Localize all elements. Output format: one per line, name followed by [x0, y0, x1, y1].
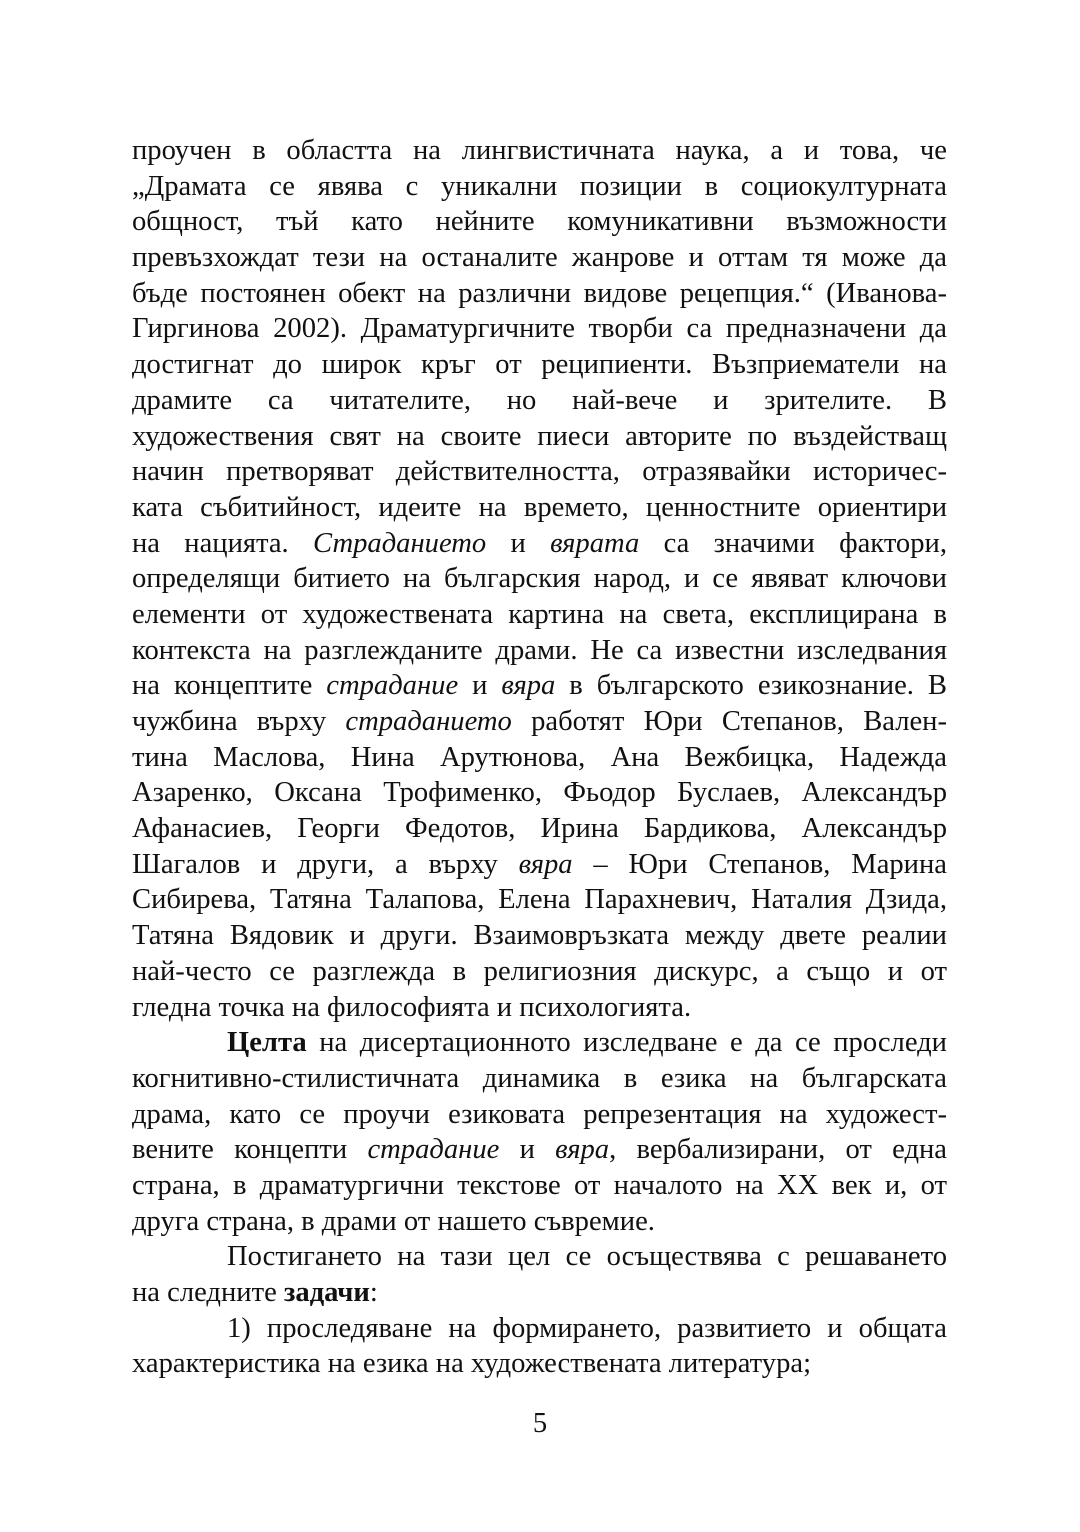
text-line-30: страна, в драматургични текстове от началото на ХХ век и, от	[132, 1169, 947, 1201]
bold-term: задачи	[283, 1277, 370, 1308]
text-line-10: начин претворяват действителността, отразявайки историчес-	[132, 456, 947, 488]
text-line-14: елементи от художествената картина на света, експлицирана в	[132, 598, 947, 630]
term-italic: страдание	[367, 1134, 500, 1166]
term-italic: вярата	[550, 527, 640, 559]
text-line-26: Целта на дисертационното изследване е да се проследи	[227, 1027, 947, 1059]
text-line-8: драмите са читателите, но най-вече и зрителите. В	[132, 384, 947, 416]
text-line-22: Сибирева, Татяна Талапова, Елена Парахневич, Наталия Дзида,	[132, 884, 947, 916]
text-line-21: Шагалов и други, а върху вяра – Юри Степанов, Марина	[132, 848, 947, 880]
text-line-20: Афанасиев, Георги Федотов, Ирина Бардикова, Александър	[132, 813, 947, 845]
body-text	[132, 133, 947, 1382]
text-line-3: общност, тъй като нейните комуникативни възможности	[132, 206, 947, 238]
text-line-29: вените концепти страдание и вяра, вербализирани, от една	[132, 1134, 948, 1166]
text-line-28: драма, като се проучи езиковата репрезентация на художест-	[132, 1098, 947, 1130]
term-italic: вяра	[501, 670, 556, 702]
text-line-25: гледна точка на философията и психологията.	[132, 991, 692, 1023]
text-line-4: превъзхождат тези на останалите жанрове и оттам тя може да	[132, 242, 947, 274]
text-line-15: контекста на разглежданите драми. Не са известни изследвания	[132, 634, 947, 666]
text-line-13: определящи битието на българския народ, и се явяват ключови	[132, 563, 947, 595]
text-line-35: характеристика на езика на художествената литература;	[132, 1348, 812, 1380]
text-line-5: бъде постоянен обект на различни видове рецепция.“ (Иванова-	[132, 277, 947, 309]
text-line-27: когнитивно-стилистичната динамика в езика на българската	[132, 1062, 947, 1094]
text-line-31: друга страна, в драми от нашето съвремие.	[132, 1205, 655, 1237]
text-line-24: най-често се разглежда в религиозния дискурс, а също и от	[132, 955, 947, 987]
term-italic: Страданието	[312, 527, 487, 559]
text-line-7: достигнат до широк кръг от реципиенти. Възприематели на	[132, 349, 947, 381]
text-line-11: ката събитийност, идеите на времето, ценностните ориентири	[132, 491, 947, 523]
term-italic: страдание	[326, 670, 459, 702]
text-line-34: 1) проследяване на формирането, развитието и общата	[227, 1312, 947, 1344]
term-italic: вяра	[555, 1134, 610, 1166]
text-line-18: тина Маслова, Нина Арутюнова, Ана Вежбицка, Надежда	[132, 741, 947, 773]
bold-term: Целта	[227, 1027, 307, 1059]
text-line-2: „Драмата се явява с уникални позиции в социокултурната	[132, 170, 947, 202]
text-line-16: на концептите страдание и вяра в българското езикознание. В	[132, 670, 947, 702]
text-line-19: Азаренко, Оксана Трофименко, Фьодор Буслаев, Александър	[132, 777, 947, 809]
term-italic: вяра	[518, 848, 573, 880]
text-line-1: проучен в областта на лингвистичната наука, а и това, че	[132, 135, 947, 166]
text-line-32: Постигането на тази цел се осъществява с решаването	[227, 1241, 947, 1273]
text-line-6: Гиргинова 2002). Драматургичните творби са предназначени да	[132, 313, 947, 345]
text-line-33: на следните задачи:	[132, 1277, 378, 1308]
text-line-9: художествения свят на своите пиеси авторите по въздействащ	[132, 420, 947, 452]
term-italic: страданието	[345, 706, 512, 737]
page-number: 5	[532, 1408, 548, 1439]
text-line-23: Татяна Вядовик и други. Взаимовръзката между двете реалии	[132, 920, 947, 952]
text-line-12: на нацията. Страданието и вярата са значими фактори,	[132, 527, 947, 559]
text-line-17: чужбина върху страданието работят Юри Степанов, Вален-	[132, 706, 947, 737]
